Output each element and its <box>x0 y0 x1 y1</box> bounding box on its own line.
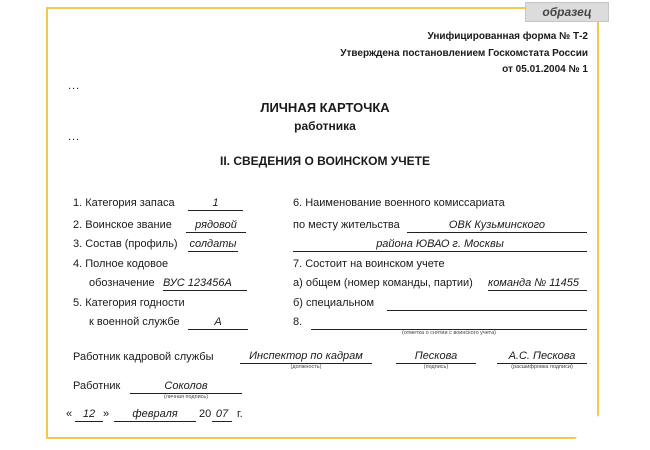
composition-field[interactable]: солдаты <box>189 238 237 250</box>
form-code: Унифицированная форма № Т-2 <box>427 31 588 42</box>
reserve-category-field[interactable]: 1 <box>188 196 243 211</box>
hr-signature-field[interactable]: Пескова <box>396 349 476 364</box>
date-month-field[interactable]: февраля <box>114 407 196 422</box>
date-year-field[interactable]: 07 <box>212 407 232 422</box>
commissariat-sub-label: по месту жительства <box>293 219 400 231</box>
hr-position-field[interactable]: Инспектор по кадрам <box>240 349 372 364</box>
form-approval: Утверждена постановлением Госкомстата России <box>340 48 588 59</box>
date-year-unit: г. <box>237 408 243 420</box>
full-code-label: 4. Полное кодовое <box>73 258 169 270</box>
commissariat-field-1[interactable]: ОВК Кузьминского <box>407 218 587 233</box>
form-approval-date: от 05.01.2004 № 1 <box>502 64 588 75</box>
hr-name-field[interactable]: А.С. Пескова <box>497 349 587 364</box>
card-subtitle: работника <box>294 119 356 133</box>
sample-tag: образец <box>525 2 609 22</box>
fitness-category-label-2: к военной службе <box>89 316 180 328</box>
general-registration-field[interactable]: команда № 11455 <box>488 276 587 291</box>
employee-signature-field[interactable]: Соколов <box>130 379 242 394</box>
deregistration-caption: (отметка о снятии с воинского учета) <box>401 330 497 336</box>
fitness-category-label: 5. Категория годности <box>73 297 185 309</box>
registration-label: 7. Состоит на воинском учете <box>293 258 445 270</box>
section-title: II. СВЕДЕНИЯ О ВОИНСКОМ УЧЕТЕ <box>219 154 431 168</box>
hr-name-caption: (расшифровка подписи) <box>511 364 573 370</box>
composition-label: 3. Состав (профиль) <box>73 238 178 250</box>
military-rank-field[interactable]: рядовой <box>186 218 246 233</box>
full-code-label-2: обозначение <box>89 277 155 289</box>
date-close-quote: » <box>103 408 110 420</box>
military-rank-label: 2. Воинское звание <box>73 219 172 231</box>
commissariat-field-2[interactable]: района ЮВАО г. Москвы <box>293 237 587 252</box>
hr-employee-label: Работник кадровой службы <box>73 351 214 363</box>
full-code-field[interactable]: ВУС 123456А <box>163 276 247 291</box>
reserve-category-label: 1. Категория запаса <box>73 197 175 209</box>
commissariat-label: 6. Наименование военного комиссариата <box>293 197 505 209</box>
page-fold <box>575 415 599 439</box>
date-day-field[interactable]: 12 <box>75 407 103 422</box>
hr-position-caption: (должность) <box>290 364 322 370</box>
date-year-prefix: 20 <box>199 408 212 420</box>
fitness-category-field[interactable]: А <box>188 315 248 330</box>
employee-signature-caption: (личная подпись) <box>163 394 209 400</box>
general-registration-label: а) общем (номер команды, партии) <box>293 277 473 289</box>
deregistration-field[interactable] <box>311 315 587 330</box>
special-registration-field[interactable] <box>387 296 587 311</box>
ellipsis-mid: ... <box>68 131 81 143</box>
deregistration-label: 8. <box>293 316 303 328</box>
ellipsis-top: ... <box>68 80 81 92</box>
card-title: ЛИЧНАЯ КАРТОЧКА <box>260 100 390 115</box>
hr-signature-caption: (подпись) <box>423 364 449 370</box>
special-registration-label: б) специальном <box>293 297 375 309</box>
employee-label: Работник <box>73 380 121 392</box>
date-open-quote: « <box>66 408 73 420</box>
